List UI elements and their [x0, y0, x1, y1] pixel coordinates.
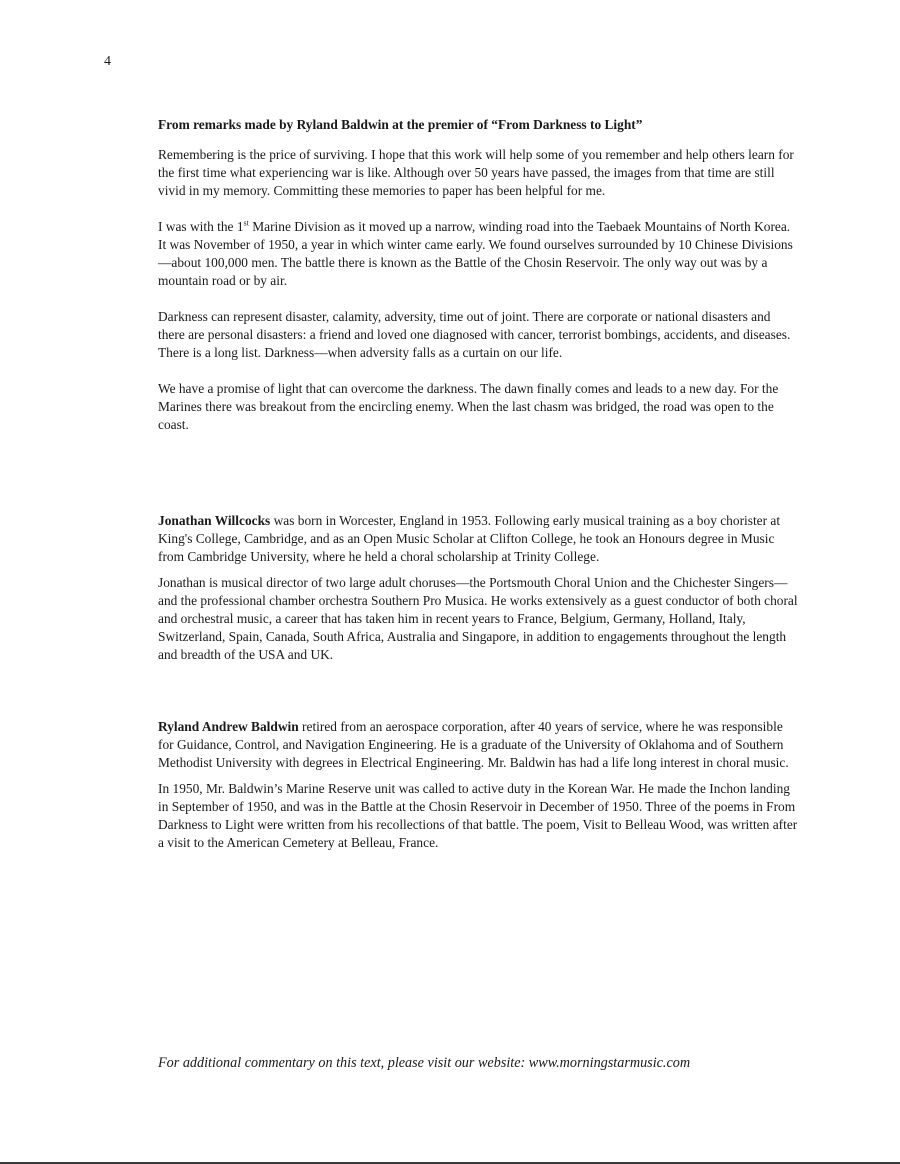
section-spacer	[158, 672, 798, 718]
remarks-heading: From remarks made by Ryland Baldwin at the premier of “From Darkness to Light”	[158, 117, 643, 132]
remarks-paragraph-3: Darkness can represent disaster, calamity, adversity, time out of joint. There are corporate or national disasters and there are personal disasters: a friend and loved one diagnosed with cancer, terrorist bombings, accidents, and diseases. There is a long list. Darkness—when adversity falls as a curtain on our life.	[158, 309, 791, 360]
baldwin-bio-paragraph-1	[158, 718, 798, 772]
section-spacer	[158, 452, 798, 512]
baldwin-bio	[158, 718, 798, 852]
document-body	[158, 116, 798, 860]
remarks-paragraph-2-rest: Marine Division as it moved up a narrow, winding road into the Taebaek Mountains of North Korea. It was November of 1950, a year in which winter came early. We found ourselves surrounded by 10 Chinese Divisions—about 100,000 men. The battle there is known as the Battle of the Chosin Reservoir. The only way out was by a mountain road or by air.	[158, 219, 793, 288]
remarks-paragraph-2	[158, 218, 798, 290]
willcocks-name: Jonathan Willcocks	[158, 513, 271, 528]
remarks-paragraph-2-start: I was with the 1	[158, 219, 244, 234]
baldwin-name: Ryland Andrew Baldwin	[158, 719, 299, 734]
willcocks-bio-text: was born in Worcester, England in 1953. Following early musical training as a boy chorister at King's College, Cambridge, and as an Open Music Scholar at Clifton College, he took an Honours degree in Music from Cambridge University, where he held a choral scholarship at Trinity College.	[158, 513, 781, 564]
willcocks-bio-paragraph-1	[158, 512, 798, 566]
remarks-paragraph-4: We have a promise of light that can overcome the darkness. The dawn finally comes and leads to a new day. For the Marines there was breakout from the encircling enemy. When the last chasm was bridged, the road was open to the coast.	[158, 381, 779, 432]
ordinal-suffix: st	[243, 218, 249, 228]
page-number: 4	[104, 54, 111, 69]
willcocks-bio	[158, 512, 798, 664]
remarks-paragraph-1: Remembering is the price of surviving. I hope that this work will help some of you remember and help others learn for the first time what experiencing war is like. Although over 50 years have passed, the images from that time are still vivid in my memory. Committing these memories to paper has been helpful for me.	[158, 147, 794, 198]
baldwin-bio-text: retired from an aerospace corporation, after 40 years of service, where he was responsible for Guidance, Control, and Navigation Engineering. He is a graduate of the University of Oklahoma and of Southern Methodist University with degrees in Electrical Engineering. Mr. Baldwin has had a life long interest in choral music.	[158, 719, 789, 770]
footer-note: For additional commentary on this text, please visit our website: www.morningstarmusic.com	[158, 1055, 691, 1071]
willcocks-bio-paragraph-2: Jonathan is musical director of two large adult choruses—the Portsmouth Choral Union and the Chichester Singers—and the professional chamber orchestra Southern Pro Musica. He works extensively as a guest conductor of both choral and orchestral music, a career that has taken him in recent years to France, Belgium, Germany, Holland, Italy, Switzerland, Spain, Canada, South Africa, Australia and Singapore, in addition to engagements throughout the length and breadth of the USA and UK.	[158, 575, 798, 662]
baldwin-bio-paragraph-2: In 1950, Mr. Baldwin’s Marine Reserve unit was called to active duty in the Korean War. He made the Inchon landing in September of 1950, and was in the Battle at the Chosin Reservoir in December of 1950. Three of the poems in From Darkness to Light were written from his recollections of that battle. The poem, Visit to Belleau Wood, was written after a visit to the American Cemetery at Belleau, France.	[158, 781, 798, 850]
